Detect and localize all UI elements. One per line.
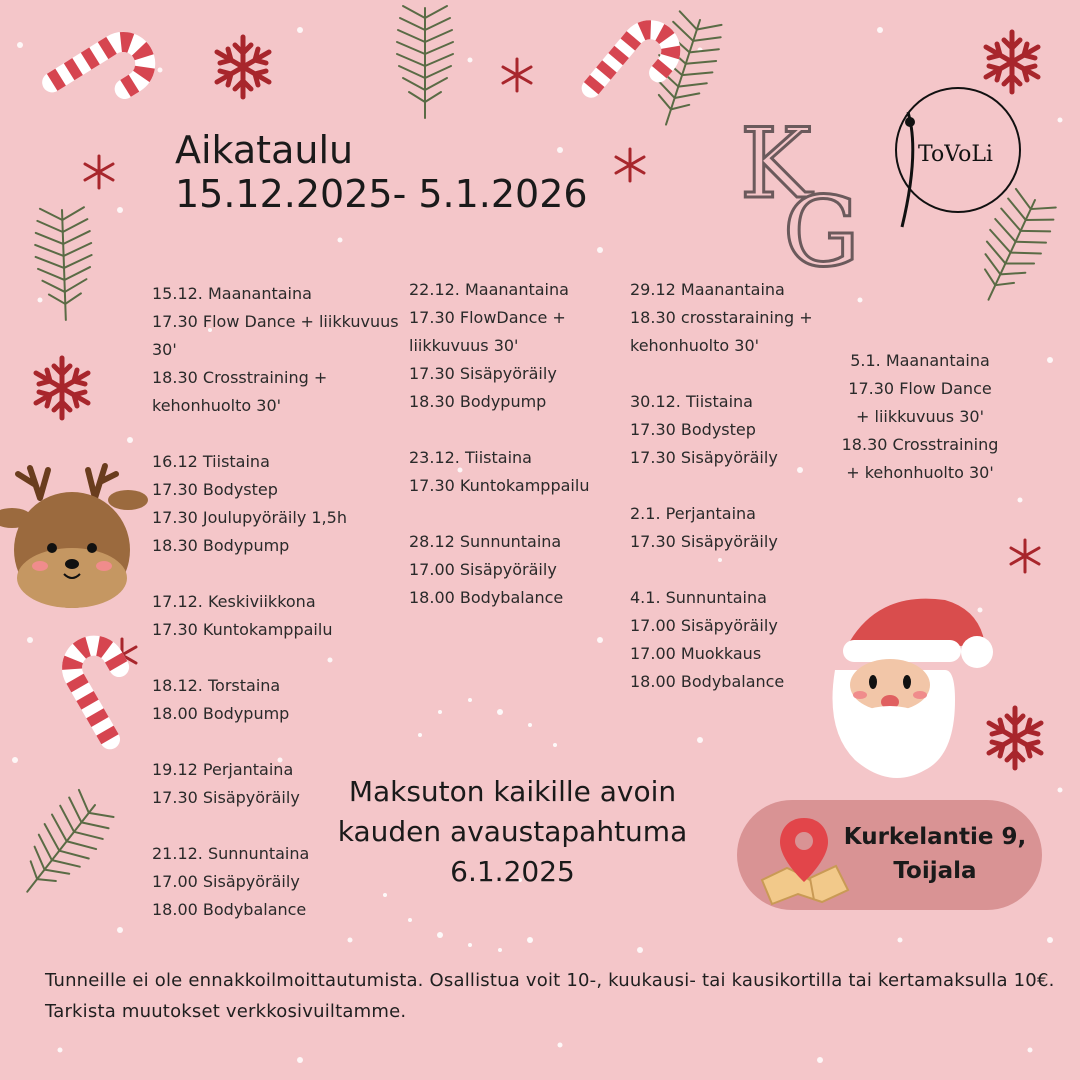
event-line-1: Maksuton kaikille avoin [348,775,677,808]
day-line: 17.30 Sisäpyöräily [152,788,300,807]
day-block [152,448,399,560]
day-line: 17.00 Sisäpyöräily [409,560,557,579]
address-text [835,820,1035,888]
svg-text:K: K [740,108,812,220]
day-line: + liikkuvuus 30' [856,407,984,426]
day-line: 17.30 Bodystep [152,480,278,499]
schedule-column-3 [630,276,813,696]
page-title [175,128,588,216]
day-block [630,388,813,472]
reindeer-icon [0,448,150,618]
day-line: 17.00 Sisäpyöräily [152,872,300,891]
tovoli-logo-text: ToVoLi [918,142,993,167]
address-street: Kurkelantie 9, [843,824,1027,850]
day-line: 4.1. Sunnuntaina [630,588,767,607]
day-line: 17.12. Keskiviikkona [152,592,316,611]
day-block [152,588,399,644]
day-line: 17.30 Sisäpyöräily [630,532,778,551]
title-line-1: Aikataulu [175,128,354,172]
day-line: 17.30 Kuntokamppailu [152,620,333,639]
day-line: 18.00 Bodypump [152,704,290,723]
day-block [152,672,399,728]
day-line: 18.30 Bodypump [409,392,547,411]
day-line: 30' [152,340,177,359]
day-line: 19.12 Perjantaina [152,760,294,779]
day-line: 17.30 Sisäpyöräily [409,364,557,383]
day-line: 17.30 Sisäpyöräily [630,448,778,467]
address-badge [737,800,1042,910]
day-line: 18.00 Bodybalance [152,900,307,919]
day-line: 17.30 Kuntokamppailu [409,476,590,495]
day-block [840,347,1000,487]
day-line: 23.12. Tiistaina [409,448,532,467]
tovoli-logo [890,82,1030,232]
event-date: 6.1.2025 [450,855,575,888]
day-line: 5.1. Maanantaina [850,351,990,370]
day-line: 17.30 Flow Dance + liikkuvuus [152,312,399,331]
day-block [630,276,813,360]
day-line: 30.12. Tiistaina [630,392,753,411]
day-line: 17.00 Muokkaus [630,644,762,663]
day-block [409,276,589,416]
event-line-2: kauden avaustapahtuma [337,815,688,848]
day-line: 18.12. Torstaina [152,676,281,695]
day-line: 15.12. Maanantaina [152,284,312,303]
address-city: Toijala [893,858,977,884]
day-line: 28.12 Sunnuntaina [409,532,562,551]
day-line: kehonhuolto 30' [152,396,282,415]
day-line: 18.00 Bodybalance [409,588,564,607]
day-line: 2.1. Perjantaina [630,504,756,523]
day-line: 18.30 Bodypump [152,536,290,555]
day-block [409,528,589,612]
day-line: 18.30 crosstaraining + [630,308,813,327]
day-block [630,500,813,556]
day-line: 17.30 Flow Dance [848,379,992,398]
svg-text:G: G [783,176,860,275]
title-line-2: 15.12.2025- 5.1.2026 [175,172,588,216]
day-line: 18.30 Crosstraining [841,435,999,454]
day-line: 22.12. Maanantaina [409,280,569,299]
schedule-column-4 [840,347,1000,487]
day-line: 29.12 Maanantaina [630,280,785,299]
day-line: liikkuvuus 30' [409,336,519,355]
santa-icon [815,590,1005,790]
footer-info: Tunneille ei ole ennakkoilmoittautumista. Osallistua voit 10-, kuukausi- tai kausikortilla tai kertamaksulla 10€. Tarkista muutokset verkkosivuiltamme. [45,970,1055,1022]
day-line: 21.12. Sunnuntaina [152,844,310,863]
opening-event-text [300,772,725,892]
day-line: 17.00 Sisäpyöräily [630,616,778,635]
schedule-column-2 [409,276,589,612]
day-line: 16.12 Tiistaina [152,452,270,471]
day-line: kehonhuolto 30' [630,336,760,355]
day-line: 18.00 Bodybalance [630,672,785,691]
kg-logo [735,105,885,275]
day-block [630,584,813,696]
day-block [152,280,399,420]
day-line: 17.30 Joulupyöräily 1,5h [152,508,347,527]
day-block [409,444,589,500]
day-line: 17.30 FlowDance + [409,308,566,327]
day-line: + kehonhuolto 30' [846,463,994,482]
day-line: 17.30 Bodystep [630,420,756,439]
day-line: 18.30 Crosstraining + [152,368,328,387]
